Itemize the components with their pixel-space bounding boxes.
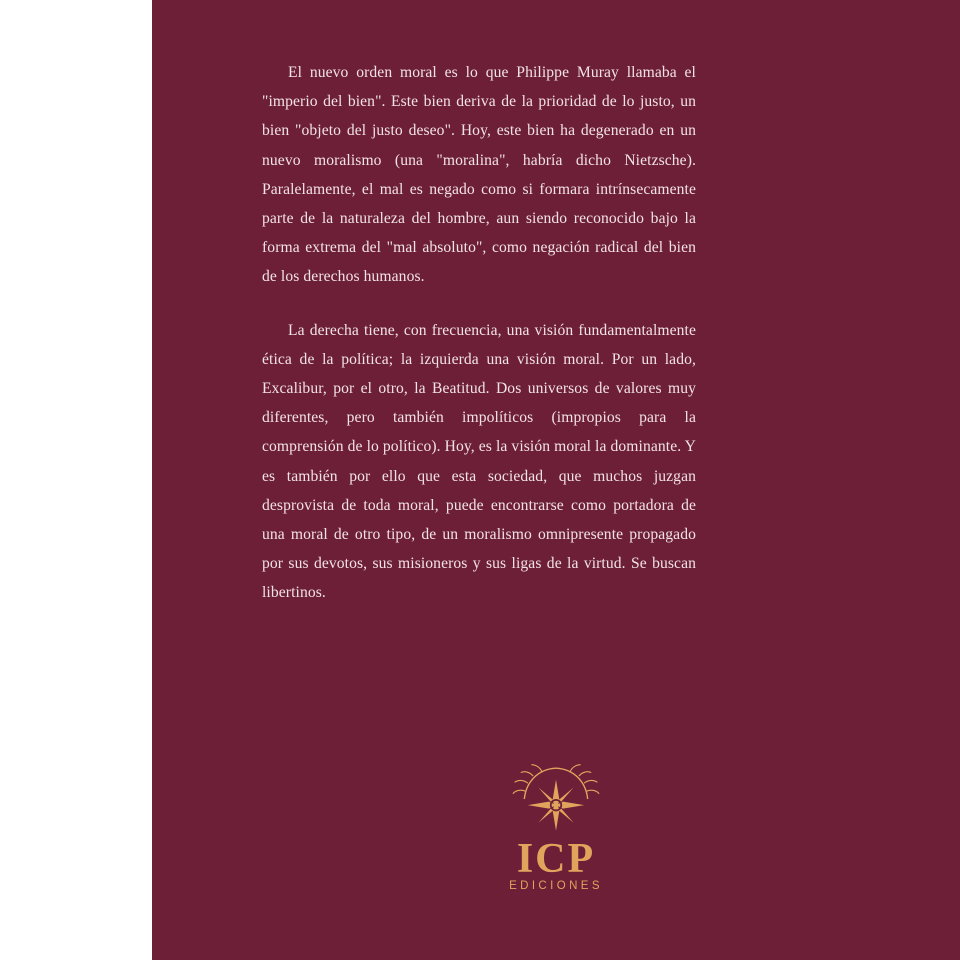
publisher-name: ICP bbox=[516, 836, 596, 882]
publisher-wordmark bbox=[509, 838, 603, 893]
compass-rose-icon bbox=[512, 762, 600, 836]
blurb-paragraph-2: La derecha tiene, con frecuencia, una visión fundamentalmente ética de la política; la izquierda una visión moral. Por un lado, Excalibur, por el otro, la Beatitud. Dos universos de valores muy diferentes, pero también impolíticos (impropios para la comprensión de lo político). Hoy, es la visión moral la dominante. Y es también por ello que esta sociedad, que muchos juzgan desprovista de toda moral, puede encontrarse como portadora de una moral de otro tipo, de un moralismo omnipresente propagado por sus devotos, sus misioneros y sus ligas de la virtud. Se buscan libertinos. bbox=[262, 321, 696, 602]
back-cover-panel bbox=[152, 0, 960, 960]
publisher-tagline: EDICIONES bbox=[509, 880, 603, 892]
publisher-logo bbox=[420, 762, 692, 902]
blurb-text-block bbox=[262, 58, 696, 608]
blurb-paragraph-1: El nuevo orden moral es lo que Philippe Muray llamaba el "imperio del bien". Este bien deriva de la prioridad de lo justo, un bien "objeto del justo deseo". Hoy, este bien ha degenerado en un nuevo moralismo (una "moralina", habría dicho Nietzsche). Paralelamente, el mal es negado como si formara intrínsecamente parte de la naturaleza del hombre, aun siendo reconocido bajo la forma extrema del "mal absoluto", como negación radical del bien de los derechos humanos. bbox=[262, 64, 696, 286]
